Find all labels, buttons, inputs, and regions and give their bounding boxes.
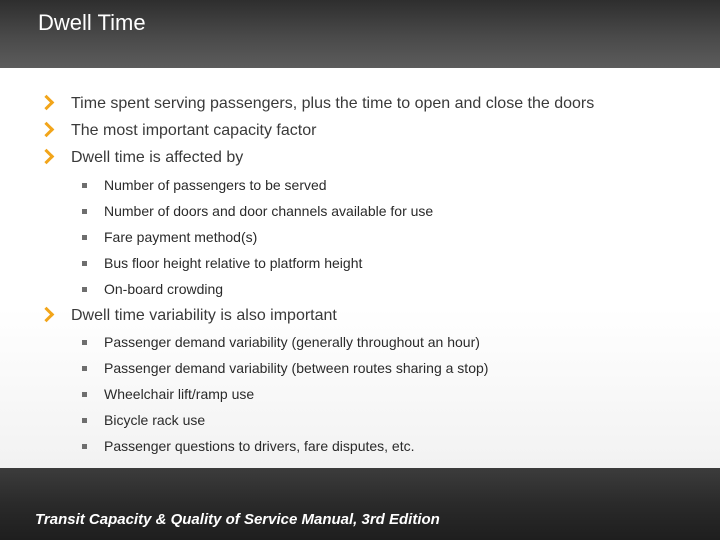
bullet-item: Time spent serving passengers, plus the time to open and close the doors: [71, 95, 595, 112]
bullet-item: Dwell time is affected by: [71, 149, 244, 166]
sub-bullet-item: Bicycle rack use: [104, 412, 206, 428]
sub-bullet-item: Bus floor height relative to platform height: [104, 255, 363, 271]
slide-title: Dwell Time: [38, 10, 146, 35]
square-bullet-icon: [82, 261, 87, 266]
sub-bullet-item: Wheelchair lift/ramp use: [104, 386, 255, 402]
slide-header: [0, 0, 720, 68]
sub-bullet-item: Number of doors and door channels available for use: [104, 203, 434, 219]
sub-bullet-item: Passenger questions to drivers, fare disputes, etc.: [104, 438, 415, 454]
sub-bullet-item: Passenger demand variability (generally throughout an hour): [104, 334, 480, 350]
bullet-item: Dwell time variability is also important: [71, 307, 337, 324]
square-bullet-icon: [82, 444, 87, 449]
square-bullet-icon: [82, 392, 87, 397]
slide-footer: [0, 468, 720, 540]
footer-source: Transit Capacity & Quality of Service Manual, 3rd Edition: [35, 511, 440, 528]
square-bullet-icon: [82, 418, 87, 423]
square-bullet-icon: [82, 340, 87, 345]
square-bullet-icon: [82, 287, 87, 292]
sub-bullet-item: On-board crowding: [104, 281, 224, 297]
square-bullet-icon: [82, 366, 87, 371]
sub-bullet-item: Fare payment method(s): [104, 229, 258, 245]
square-bullet-icon: [82, 235, 87, 240]
square-bullet-icon: [82, 209, 87, 214]
sub-bullet-item: Passenger demand variability (between routes sharing a stop): [104, 360, 489, 376]
square-bullet-icon: [82, 183, 87, 188]
sub-bullet-item: Number of passengers to be served: [104, 177, 327, 193]
bullet-item: The most important capacity factor: [71, 122, 317, 139]
